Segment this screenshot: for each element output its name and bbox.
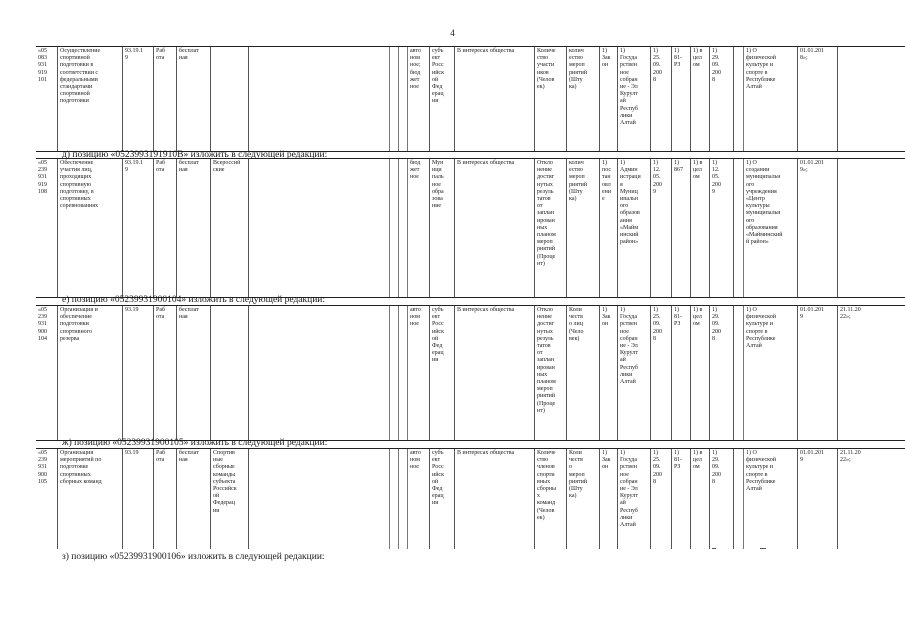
empty-cell: [399, 449, 408, 549]
number-cell: 1) 81- РЗ: [672, 306, 691, 440]
date2-cell: 1) 12. 05. 200 9: [710, 159, 734, 297]
separator-dash: [760, 548, 766, 549]
empty-cell: [734, 159, 744, 297]
paid-cell: бесплат ная: [177, 449, 211, 549]
org-cell: авто ном ное: [408, 306, 430, 440]
empty-cell: [390, 306, 399, 440]
type-cell: Раб ота: [154, 159, 177, 297]
extra-cell: [211, 47, 249, 151]
section-heading: з) позицию «0523993190010​6» изложить в следующей редакции:: [62, 552, 325, 562]
end-cell: 21.11.20 22»;: [840, 307, 861, 321]
level-cell: Мун ици паль ное обра зова ние: [430, 159, 455, 297]
type-cell: Раб ота: [154, 306, 177, 440]
start-cell: 01.01.201 9»;: [798, 159, 838, 297]
section-heading: ж) позицию «0523993190010​5» изложить в следующей редакции:: [62, 438, 328, 448]
date2-cell: 1) 29. 09. 200 8: [710, 449, 734, 549]
extra-cell: [211, 306, 249, 440]
number-cell: 1) 867: [672, 159, 691, 297]
empty-cell: [399, 47, 408, 151]
section-heading: д) позицию «0523993191910В» изложить в следующей редакции:: [62, 150, 328, 160]
page-number: 4: [450, 28, 455, 38]
law-cell: 1) О физической культуре и спорте в Республике Алтай: [744, 47, 798, 151]
start-cell: 01.01.201 8»;: [798, 47, 838, 151]
code-cell: «05 239 931 900 105: [36, 449, 58, 549]
number-cell: 1) 81- РЗ: [672, 47, 691, 151]
name-cell: Организация и обеспечение подготовки спортивного резерва: [58, 306, 123, 440]
act-type-cell: 1) пос тан овл ени е: [600, 159, 618, 297]
unit-cell: Коли честв о лиц (Чело век): [567, 306, 600, 440]
interest-cell: В интересах общества: [455, 449, 535, 549]
empty-cell: [399, 159, 408, 297]
type-cell: Раб ота: [154, 47, 177, 151]
level-cell: субъ ект Росс ийск ой Фед ерац ии: [430, 449, 455, 549]
empty-cell: [390, 159, 399, 297]
np-cell: 1) в цел ом: [691, 306, 710, 440]
np-cell: 1) в цел ом: [691, 449, 710, 549]
unit-cell: колич ество мероп риятий (Шту ка): [567, 159, 600, 297]
name-cell: Обеспечение участия лиц, проходящих спортивную подготовку, в спортивных соревнованиях: [58, 159, 123, 297]
extra-cell: Всероссий ские: [211, 159, 249, 297]
name-cell: Осуществление спортивной подготовки в соответствии с федеральными стандартами спортивной подготовки: [58, 47, 123, 151]
date2-cell: 1) 29. 09. 200 8: [710, 306, 734, 440]
table-row: [36, 46, 905, 152]
table-row: [36, 448, 905, 549]
end-cell: 21.11.20 22»;: [840, 450, 861, 464]
extra-cell: Спортив ные сборные команды субъекта Российск ой Федерац ии: [211, 449, 249, 549]
interest-cell: В интересах общества: [455, 159, 535, 297]
indicator-cell: Количе ство участи иков (Челов ек): [535, 47, 567, 151]
type-cell: Раб ота: [154, 449, 177, 549]
okved-cell: 93.19.1 9: [123, 159, 154, 297]
indicator-cell: Откло нение достиг нутых резуль татов от заплан ирован ных планом мероп риятий (Проце нт): [535, 306, 567, 440]
empty-cell: [390, 449, 399, 549]
number-cell: 1) 81- РЗ: [672, 449, 691, 549]
org-cell: авто ном ное: [408, 449, 430, 549]
okved-cell: 93.19: [123, 306, 154, 440]
name-cell: Организация мероприятий по подготовке спортивных сборных команд: [58, 449, 123, 549]
law-cell: 1) О создании муниципальн ого учреждения «Центр культуры муниципальн ого образования «Майминский й район»: [744, 159, 798, 297]
section-heading: е) позицию «0523993190010​4» изложить в следующей редакции:: [62, 295, 326, 305]
empty-cell: [734, 449, 744, 549]
law-cell: 1) О физической культуре и спорте в Республике Алтай: [744, 449, 798, 549]
level-cell: субъ ект Росс ийск ой Фед ерац ии: [430, 306, 455, 440]
code-cell: «05 239 931 900 104: [36, 306, 58, 440]
date-cell: 1) 25. 09. 200 8: [651, 47, 672, 151]
level-cell: субъ ект Росс ийск ой Фед ерац ии: [430, 47, 455, 151]
unit-cell: колич ество мероп риятий (Шту ка): [567, 47, 600, 151]
empty-cell: [399, 306, 408, 440]
table-row: [36, 158, 905, 298]
empty-cell: [390, 47, 399, 151]
org-cell: бюд жет ное: [408, 159, 430, 297]
indicator-cell: Откло нение достиг нутых резуль татов от заплан ирован ных планом мероп риятий (Проце нт): [535, 159, 567, 297]
date-cell: 1) 12. 05. 200 9: [651, 159, 672, 297]
interest-cell: В интересах общества: [455, 47, 535, 151]
start-cell: 01.01.201 9: [798, 306, 838, 440]
law-cell: 1) О физической культуре и спорте в Республике Алтай: [744, 306, 798, 440]
code-cell: «05 083 931 919 101: [36, 47, 58, 151]
empty-cell: [249, 449, 390, 549]
act-body-cell: 1) Госуда рствен ное собран ие - Эл Курулт ай Респуб лики Алтай: [618, 449, 651, 549]
act-type-cell: 1) Зак он: [600, 449, 618, 549]
okved-cell: 93.19: [123, 449, 154, 549]
act-type-cell: 1) Зак он: [600, 47, 618, 151]
org-cell: авто ном ное; бюд жет ное: [408, 47, 430, 151]
empty-cell: [734, 47, 744, 151]
empty-cell: [249, 306, 390, 440]
date-cell: 1) 25. 09. 200 8: [651, 306, 672, 440]
paid-cell: бесплат ная: [177, 159, 211, 297]
unit-cell: Коли честв о мероп риятий (Шту ка): [567, 449, 600, 549]
end-cell: [838, 47, 874, 151]
start-cell: 01.01.201 9: [798, 449, 838, 549]
np-cell: 1) в цел ом: [691, 47, 710, 151]
empty-cell: [249, 47, 390, 151]
act-body-cell: 1) Госуда рствен ное собран ие - Эл Курулт ай Респуб лики Алтай: [618, 306, 651, 440]
separator-dash: [712, 548, 716, 549]
date2-cell: 1) 29. 09. 200 8: [710, 47, 734, 151]
code-cell: «05 239 931 919 108: [36, 159, 58, 297]
date-cell: 1) 25. 09. 200 8: [651, 449, 672, 549]
act-body-cell: 1) Админ истраци я Муниц ипальн ого образов ания «Майм инский район»: [618, 159, 651, 297]
act-type-cell: 1) Зак он: [600, 306, 618, 440]
table-row: [36, 305, 905, 441]
empty-cell: [734, 306, 744, 440]
okved-cell: 93.19.1 9: [123, 47, 154, 151]
paid-cell: бесплат ная: [177, 306, 211, 440]
indicator-cell: Количе ство членов спорти вных сборны х команд (Челов ек): [535, 449, 567, 549]
interest-cell: В интересах общества: [455, 306, 535, 440]
paid-cell: бесплат ная: [177, 47, 211, 151]
empty-cell: [249, 159, 390, 297]
np-cell: 1) в цел ом: [691, 159, 710, 297]
act-body-cell: 1) Госуда рствен ное собран ие - Эл Курулт ай Респуб лики Алтай: [618, 47, 651, 151]
end-cell: [838, 159, 874, 297]
